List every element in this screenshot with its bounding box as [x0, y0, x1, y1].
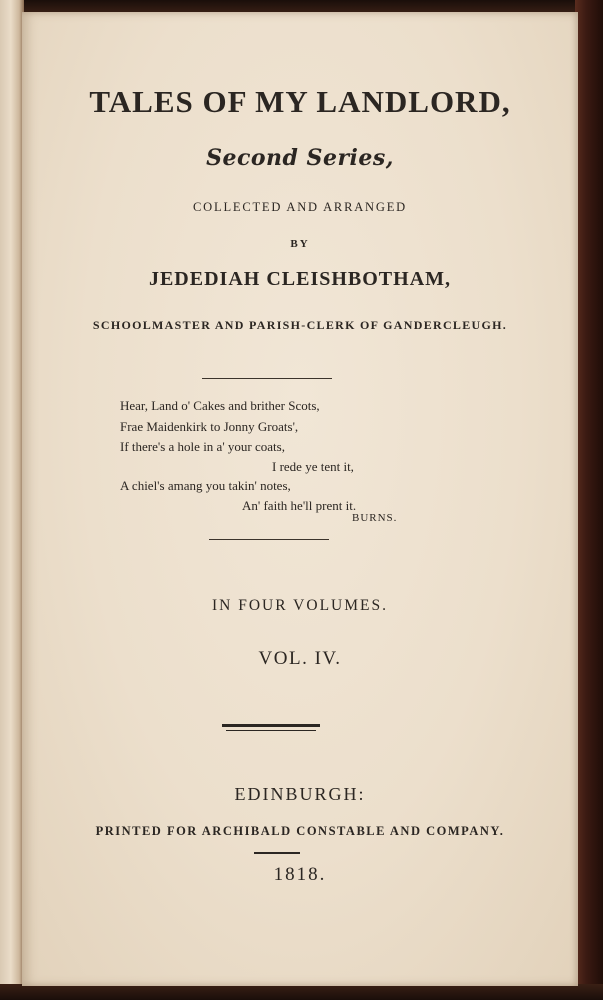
- author-name: JEDEDIAH CLEISHBOTHAM,: [148, 268, 452, 290]
- divider-rule: [202, 378, 332, 379]
- book-title: TALES OF MY LANDLORD,: [89, 84, 511, 119]
- epigraph-line: Frae Maidenkirk to Jonny Groats',: [120, 419, 299, 434]
- publication-year: 1818.: [273, 864, 327, 885]
- epigraph-attribution: BURNS.: [352, 512, 398, 524]
- book-spine-edge: [0, 0, 24, 1000]
- double-rule-thick: [222, 724, 320, 727]
- printer-line: PRINTED FOR ARCHIBALD CONSTABLE AND COMPANY.: [95, 824, 505, 838]
- book-binding-bottom: [0, 984, 603, 1000]
- book-binding-right: [575, 0, 603, 1000]
- volume-number: VOL. IV.: [258, 648, 342, 669]
- epigraph-line: I rede ye tent it,: [272, 459, 354, 474]
- publication-city: EDINBURGH:: [234, 784, 366, 804]
- title-page: [22, 12, 578, 986]
- epigraph-line: A chiel's amang you takin' notes,: [120, 478, 291, 493]
- author-title: SCHOOLMASTER AND PARISH-CLERK OF GANDERCLEUGH.: [92, 318, 508, 332]
- collected-line: COLLECTED AND ARRANGED: [193, 200, 407, 214]
- epigraph-line: An' faith he'll prent it.: [242, 498, 357, 513]
- epigraph-line: Hear, Land o' Cakes and brither Scots,: [120, 398, 320, 413]
- short-rule: [254, 852, 300, 854]
- by-line: BY: [290, 238, 310, 250]
- double-rule-thin: [226, 730, 316, 731]
- divider-rule: [209, 539, 329, 540]
- volumes-statement: IN FOUR VOLUMES.: [212, 597, 388, 614]
- epigraph-line: If there's a hole in a' your coats,: [120, 439, 285, 454]
- book-subtitle: Second Series,: [206, 145, 394, 171]
